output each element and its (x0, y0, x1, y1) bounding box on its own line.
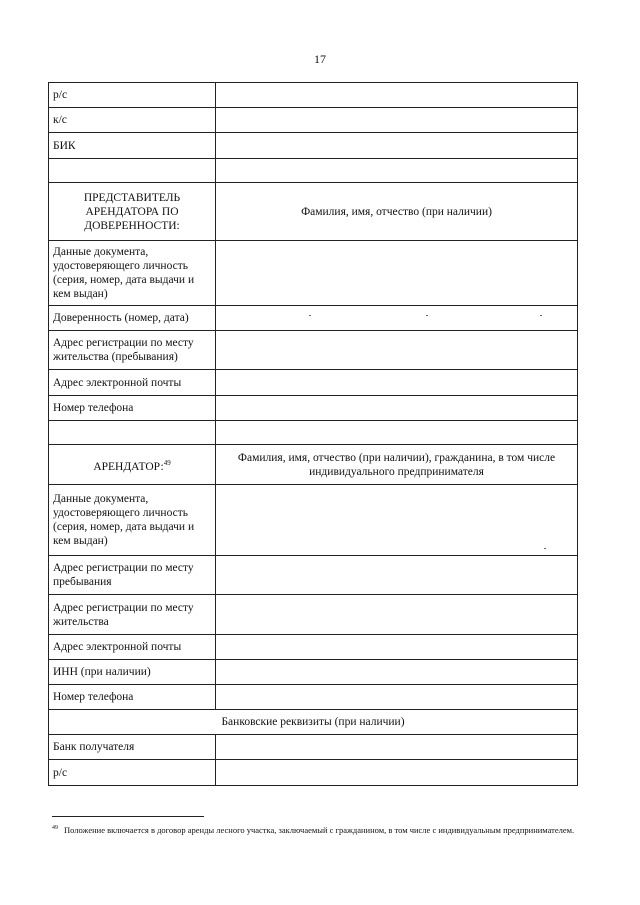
row-value (216, 159, 578, 183)
tenant-details-table (48, 82, 578, 786)
row-label: Доверенность (номер, дата) (49, 306, 216, 331)
table-row (49, 83, 578, 108)
table-row (49, 635, 578, 660)
table-row (49, 396, 578, 421)
row-value (216, 370, 578, 396)
footnote-separator (52, 816, 204, 817)
footnote-number: 49 (52, 825, 58, 831)
table-row (49, 306, 578, 331)
row-label: р/с (49, 83, 216, 108)
row-value (216, 660, 578, 685)
table-row (49, 660, 578, 685)
row-label: Адрес регистрации по месту жительства (пребывания) (49, 331, 216, 370)
representative-heading: ПРЕДСТАВИТЕЛЬ АРЕНДАТОРА ПО ДОВЕРЕННОСТИ: (49, 183, 216, 241)
footnote-ref: 49 (163, 458, 171, 467)
row-label (49, 421, 216, 445)
representative-name-heading: Фамилия, имя, отчество (при наличии) (216, 183, 578, 241)
table-row (49, 133, 578, 159)
table-row (49, 241, 578, 306)
table-row (49, 485, 578, 556)
row-label: БИК (49, 133, 216, 159)
footnote (52, 822, 592, 836)
scan-speck (544, 548, 546, 549)
page-number: 17 (314, 52, 326, 66)
row-value (216, 685, 578, 710)
row-value (216, 396, 578, 421)
row-value (216, 635, 578, 660)
row-value (216, 421, 578, 445)
table-row (49, 331, 578, 370)
row-value (216, 595, 578, 635)
table-row (49, 595, 578, 635)
row-label: Адрес электронной почты (49, 635, 216, 660)
row-label: Банк получателя (49, 735, 216, 760)
row-label: Номер телефона (49, 396, 216, 421)
row-label: Данные документа, удостоверяющего личность (серия, номер, дата выдачи и кем выдан) (49, 485, 216, 556)
row-label: Адрес регистрации по месту жительства (49, 595, 216, 635)
tenant-heading (49, 445, 216, 485)
table-row (49, 685, 578, 710)
row-label: р/с (49, 760, 216, 786)
tenant-name-heading: Фамилия, имя, отчество (при наличии), гражданина, в том числе индивидуального предпринимателя (216, 445, 578, 485)
section-header-row (49, 710, 578, 735)
row-label: Адрес регистрации по месту пребывания (49, 556, 216, 595)
row-value (216, 331, 578, 370)
row-label: к/с (49, 108, 216, 133)
table-row (49, 556, 578, 595)
row-value (216, 735, 578, 760)
row-label: Адрес электронной почты (49, 370, 216, 396)
row-value (216, 108, 578, 133)
table-row (49, 735, 578, 760)
tenant-heading-label: АРЕНДАТОР: (93, 460, 164, 473)
row-label (49, 159, 216, 183)
scan-speck (426, 315, 428, 316)
row-label: Данные документа, удостоверяющего личность (серия, номер, дата выдачи и кем выдан) (49, 241, 216, 306)
table-row (49, 421, 578, 445)
row-value (216, 133, 578, 159)
row-value (216, 760, 578, 786)
row-label: Номер телефона (49, 685, 216, 710)
section-header-row (49, 183, 578, 241)
table-row (49, 108, 578, 133)
section-header-row (49, 445, 578, 485)
row-value (216, 83, 578, 108)
table-row (49, 159, 578, 183)
row-value (216, 241, 578, 306)
bank-details-heading: Банковские реквизиты (при наличии) (49, 710, 578, 735)
scan-speck (540, 315, 542, 316)
footnote-text: Положение включается в договор аренды лесного участка, заключаемый с гражданином, в том числе с индивидуальным предпринимателем. (64, 824, 575, 835)
scan-speck (309, 315, 311, 316)
table-row (49, 370, 578, 396)
row-value (216, 306, 578, 331)
row-label: ИНН (при наличии) (49, 660, 216, 685)
table-row (49, 760, 578, 786)
row-value (216, 485, 578, 556)
row-value (216, 556, 578, 595)
